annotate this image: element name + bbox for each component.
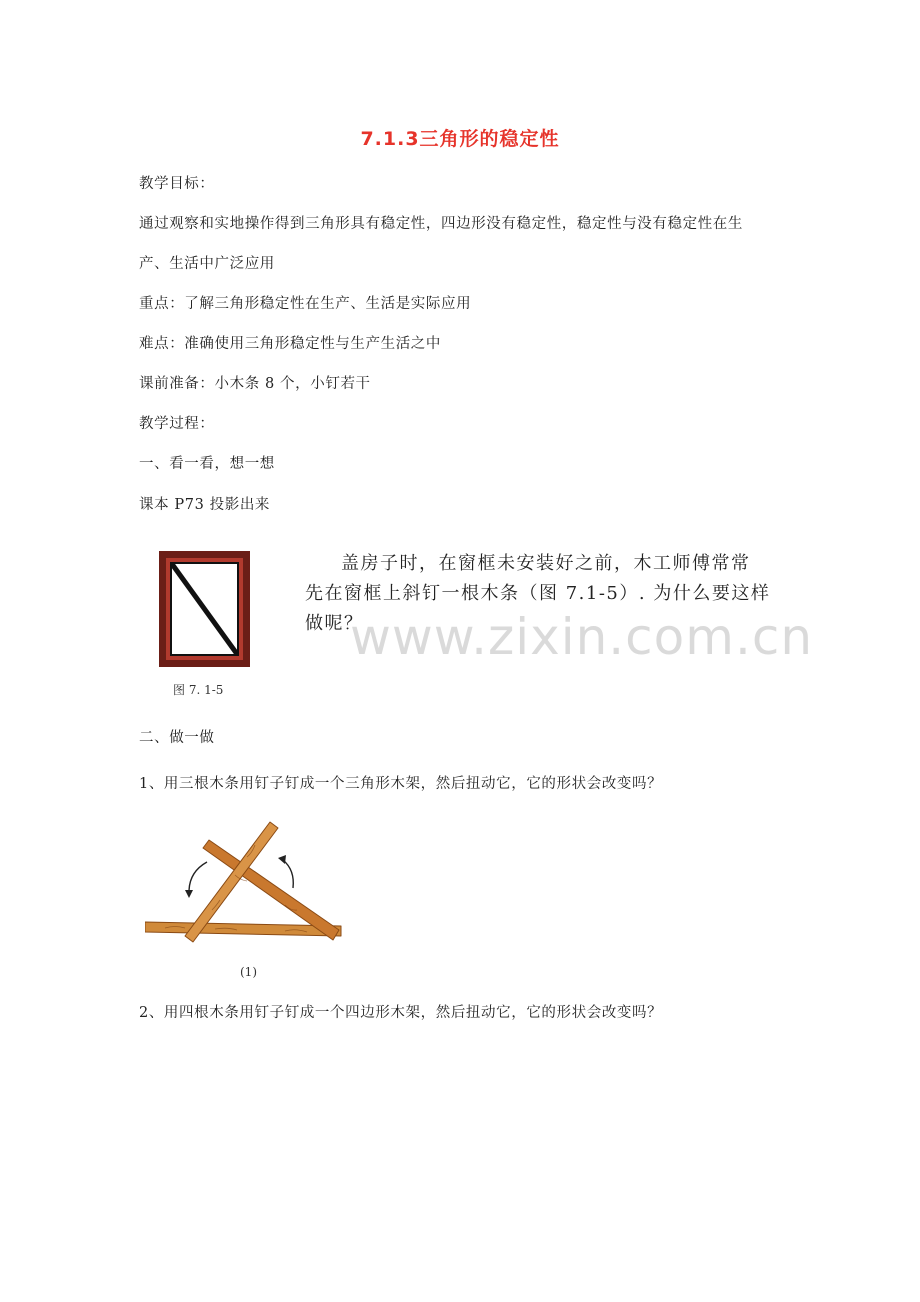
figure-1-text [305,549,785,639]
goal-text-line-1: 通过观察和实地操作得到三角形具有稳定性，四边形没有稳定性，稳定性与没有稳定性在生 [139,216,743,232]
preparation: 课前准备：小木条 8 个，小钉若干 [139,376,371,392]
difficult-point: 难点：准确使用三角形稳定性与生产生活之中 [139,336,441,352]
watermark: www.zixin.com.cn [350,608,814,666]
teaching-goal-heading: 教学目标： [139,176,215,192]
window-frame-figure [157,549,252,669]
page-title: 7.1.3三角形的稳定性 [360,128,560,150]
rotate-arrow-right [283,860,293,888]
textbook-note: 课本 P73 投影出来 [139,497,271,513]
question-2: 2、用四根木条用钉子钉成一个四边形木架，然后扭动它，它的形状会改变吗？ [139,1005,663,1021]
triangle-sticks-figure [145,820,345,985]
section-2-heading: 二、做一做 [139,730,215,746]
figure-1-text-line: 盖房子时，在窗框未安装好之前，木工师傅常常 [341,553,751,574]
figure-1-caption: 图 7. 1-5 [173,683,224,697]
key-point: 重点：了解三角形稳定性在生产、生活是实际应用 [139,296,472,312]
rotate-arrow-left [189,862,207,892]
section-1-heading: 一、看一看，想一想 [139,456,275,472]
process-heading: 教学过程： [139,416,215,432]
question-1: 1、用三根木条用钉子钉成一个三角形木架，然后扭动它，它的形状会改变吗？ [139,776,663,792]
figure-1-text-line: 做呢？ [305,613,364,634]
figure-1-text-line: 先在窗框上斜钉一根木条（图 7.1-5）. 为什么要这样 [305,583,771,604]
figure-2-caption: (1) [240,965,257,979]
goal-text-line-2: 产、生活中广泛应用 [139,256,275,272]
